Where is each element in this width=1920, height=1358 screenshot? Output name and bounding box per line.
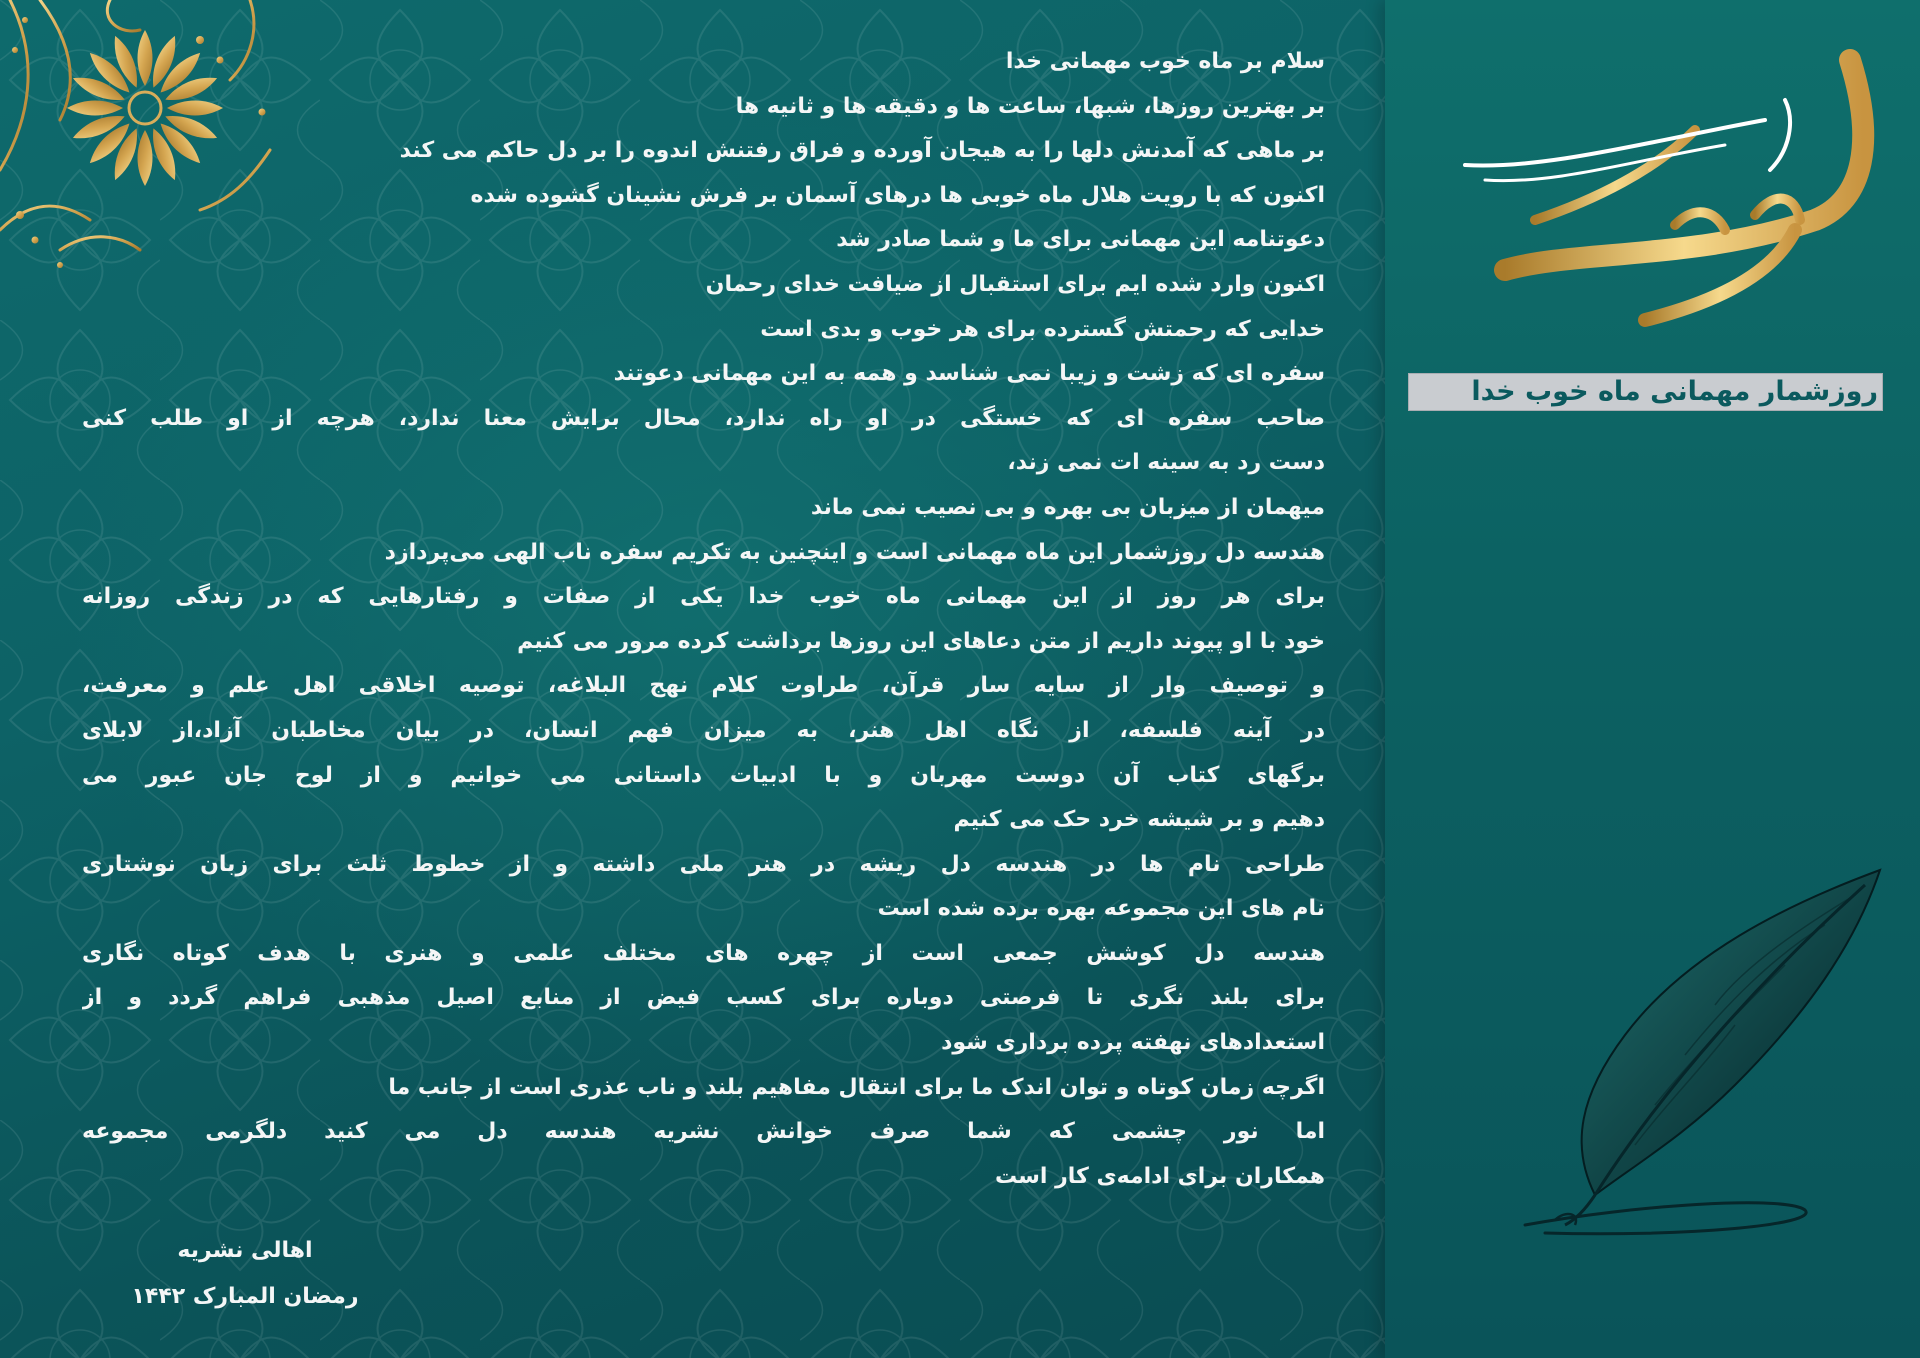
letter-line: نام های این مجموعه بهره برده شده است (877, 896, 1325, 922)
letter-line: سلام بر ماه خوب مهمانی خدا (1005, 49, 1325, 74)
letter-line: هندسه دل روزشمار این ماه مهمانی است و اینچنین به تکریم سفره ناب الهی می‌پردازد (384, 539, 1325, 565)
letter-line: اکنون وارد شده ایم برای استقبال از ضیافت خدای رحمان (705, 271, 1325, 297)
letter-line: خود با او پیوند داریم از متن دعاهای این روزها برداشت کرده مرور می کنیم (517, 628, 1325, 654)
letter-line: هندسه دل کوشش جمعی است از چهره های مختلف علمی و هنری با هدف کوتاه نگاری (82, 940, 1325, 966)
hendese-del-logo (1395, 20, 1905, 360)
letter-line: برگهای کتاب آن دوست مهربان و با ادبیات داستانی می خوانیم و از لوح جان عبور می (82, 762, 1325, 788)
letter-line: میهمان از میزبان بی بهره و بی نصیب نمی ماند (810, 494, 1325, 520)
letter-line: همکاران برای ادامه‌ی کار است (994, 1163, 1325, 1189)
letter-line: برای بلند نگری تا فرصتی دوباره برای کسب فیض از منابع اصیل مذهبی فراهم گردد و از (82, 985, 1325, 1011)
letter-line: دست رد به سینه ات نمی زند، (1007, 450, 1325, 476)
signature-line-date: رمضان المبارک ۱۴۴۲ (131, 1284, 359, 1309)
letter-line: دهیم و بر شیشه خرد حک می کنیم (953, 807, 1325, 833)
signature (90, 1228, 400, 1320)
letter-line: طراحی نام ها در هندسه دل ریشه در هنر ملی داشته و از خطوط ثلث برای زبان نوشتاری (82, 851, 1325, 877)
letter-line: بر ماهی که آمدنش دلها را به هیجان آورده و فراق رفتنش اندوه را بر دل حاکم می کند (399, 138, 1325, 164)
letter-line: صاحب سفره ای که خستگی در او راه ندارد، محال برایش معنا ندارد، هرچه از او طلب کنی (82, 405, 1325, 431)
tagline: روزشمار مهمانی ماه خوب خدا (1471, 376, 1878, 407)
letter-line: برای هر روز از این مهمانی ماه خوب خدا یکی از صفات و رفتارهایی که در زندگی روزانه (82, 584, 1325, 610)
letter-line: خدایی که رحمتش گسترده برای هر خوب و بدی است (760, 316, 1325, 342)
letter-line: دعوتنامه این مهمانی برای ما و شما صادر شد (836, 227, 1325, 253)
letter-line: اگرچه زمان کوتاه و توان اندک ما برای انتقال مفاهیم بلند و ناب عذری است از جانب ما (388, 1074, 1325, 1100)
letter-line: اما نور چشمی که شما صرف خوانش نشریه هندسه دل می کنید دلگرمی مجموعه (82, 1119, 1325, 1145)
signature-line-publication: اهالی نشریه (177, 1238, 313, 1263)
letter-line: در آینه فلسفه، از نگاه اهل هنر، به میزان فهم انسان، در بیان مخاطبان آزاد،از لابلای (82, 717, 1325, 743)
logo-text: هندسه دل (1855, 350, 1860, 351)
letter-line: اکنون که با رویت هلال ماه خوبی ها درهای آسمان بر فرش نشینان گشوده شده (470, 182, 1325, 208)
letter-line: سفره ای که زشت و زیبا نمی شناسد و همه به این مهمانی دعوتند (613, 361, 1325, 387)
letter-line: و توصیف وار از سایه سار قرآن، طراوت کلام نهج البلاغه، توصیه اخلاقی اهل علم و معرفت، (82, 673, 1325, 699)
feather-quill-icon (1485, 865, 1890, 1250)
letter-line: استعدادهای نهفته پرده برداری شود (941, 1030, 1325, 1056)
letter-body (82, 40, 1325, 1199)
letter-line: بر بهترین روزها، شبها، ساعت ها و دقیقه ها و ثانیه ها (735, 93, 1325, 119)
tagline-box (1408, 373, 1883, 411)
